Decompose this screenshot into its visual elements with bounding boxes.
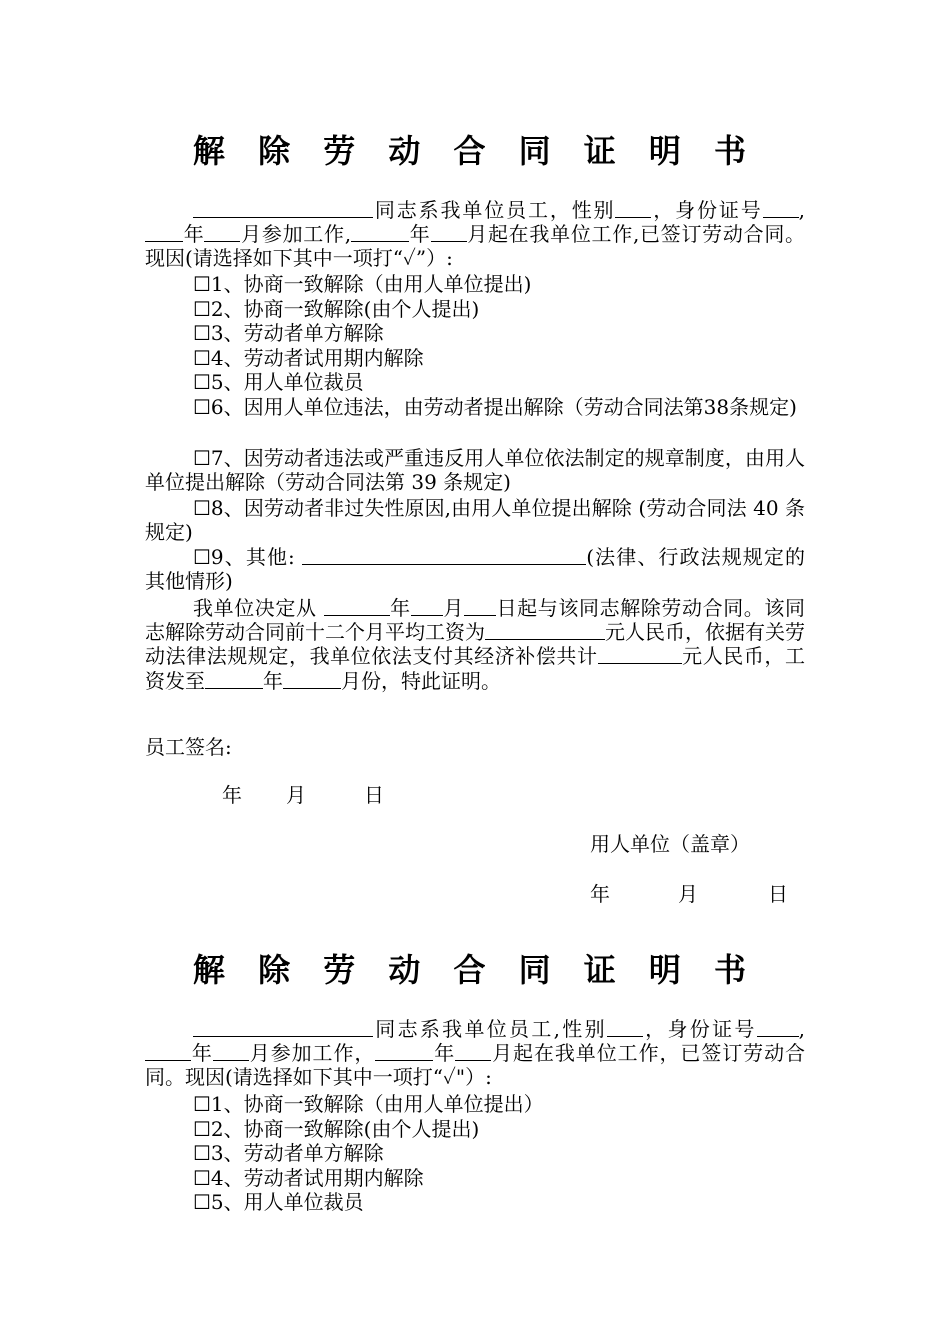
doc1-title: 解 除 劳 动 合 同 证 明 书 bbox=[192, 132, 758, 170]
start-year-blank bbox=[351, 223, 409, 242]
option-1: ☐1、协商一致解除（由用人单位提出) bbox=[193, 272, 532, 296]
pay-year-blank bbox=[205, 670, 263, 689]
employee-date-month: 月 bbox=[286, 783, 306, 807]
id-number-blank bbox=[763, 199, 799, 218]
option-9: ☐9、其他: (法律、行政法规规定的其他情形) bbox=[145, 545, 805, 594]
option-7: ☐7、因劳动者违法或严重违反用人单位依法制定的规章制度，由用人单位提出解除（劳动合同法第 39 条规定) bbox=[145, 446, 805, 495]
option-1: ☐1、协商一致解除（由用人单位提出） bbox=[193, 1092, 544, 1116]
gender-blank bbox=[615, 199, 651, 218]
start-month-blank bbox=[455, 1042, 491, 1061]
seal-date-year: 年 bbox=[590, 882, 610, 906]
option-8: ☐8、因劳动者非过失性原因,由用人单位提出解除 (劳动合同法 40 条规定) bbox=[145, 496, 805, 545]
option-3: ☐3、劳动者单方解除 bbox=[193, 321, 384, 345]
end-month-blank bbox=[411, 597, 443, 616]
name-blank bbox=[193, 199, 373, 218]
option-3: ☐3、劳动者单方解除 bbox=[193, 1141, 384, 1165]
employee-signature-label: 员工签名: bbox=[145, 735, 232, 759]
end-day-blank bbox=[464, 597, 496, 616]
employee-date-day: 日 bbox=[364, 783, 384, 807]
doc1-intro: 同志系我单位员工，性别 ，身份证号 ,年 月参加工作, 年 月起在我单位工作,已签订劳动合同。现因(请选择如下其中一项打“✓”）: bbox=[145, 198, 806, 271]
name-blank bbox=[193, 1018, 373, 1037]
employer-seal-label: 用人单位（盖章） bbox=[590, 832, 750, 856]
option-4: ☐4、劳动者试用期内解除 bbox=[193, 346, 424, 370]
pay-month-blank bbox=[283, 670, 341, 689]
compensation-blank bbox=[598, 645, 682, 664]
gender-blank bbox=[607, 1018, 643, 1037]
employee-date-year: 年 bbox=[222, 783, 242, 807]
avg-salary-blank bbox=[485, 621, 605, 640]
join-month-blank bbox=[204, 223, 240, 242]
join-month-blank bbox=[213, 1042, 249, 1061]
option-6: ☐6、因用人单位违法，由劳动者提出解除（劳动合同法第38条规定) bbox=[193, 395, 797, 419]
id-number-blank bbox=[757, 1018, 799, 1037]
option-5: ☐5、用人单位裁员 bbox=[193, 370, 364, 394]
option-2: ☐2、协商一致解除(由个人提出) bbox=[193, 1117, 480, 1141]
decision-paragraph: 我单位决定从 年 月 日起与该同志解除劳动合同。该同志解除劳动合同前十二个月平均工资为 元人民币，依据有关劳动法律法规规定，我单位依法支付其经济补偿共计 元人民币，工资发至 年 月份，特此证明。 bbox=[145, 596, 806, 693]
doc2-intro: 同志系我单位员工,性别 ，身份证号 ,年 月参加工作， 年 月起在我单位工作，已签订劳动合同。现因(请选择如下其中一项打“✓"）: bbox=[145, 1017, 806, 1090]
option-2: ☐2、协商一致解除(由个人提出) bbox=[193, 297, 480, 321]
end-year-blank bbox=[324, 597, 390, 616]
option-4: ☐4、劳动者试用期内解除 bbox=[193, 1166, 424, 1190]
option-5: ☐5、用人单位裁员 bbox=[193, 1190, 364, 1214]
seal-date-month: 月 bbox=[678, 882, 698, 906]
start-year-blank bbox=[375, 1042, 433, 1061]
start-month-blank bbox=[431, 223, 467, 242]
doc2-title: 解 除 劳 动 合 同 证 明 书 bbox=[192, 951, 758, 989]
other-reason-blank bbox=[302, 546, 586, 565]
join-year-blank bbox=[145, 223, 183, 242]
seal-date-day: 日 bbox=[768, 882, 788, 906]
join-year-blank bbox=[145, 1042, 191, 1061]
